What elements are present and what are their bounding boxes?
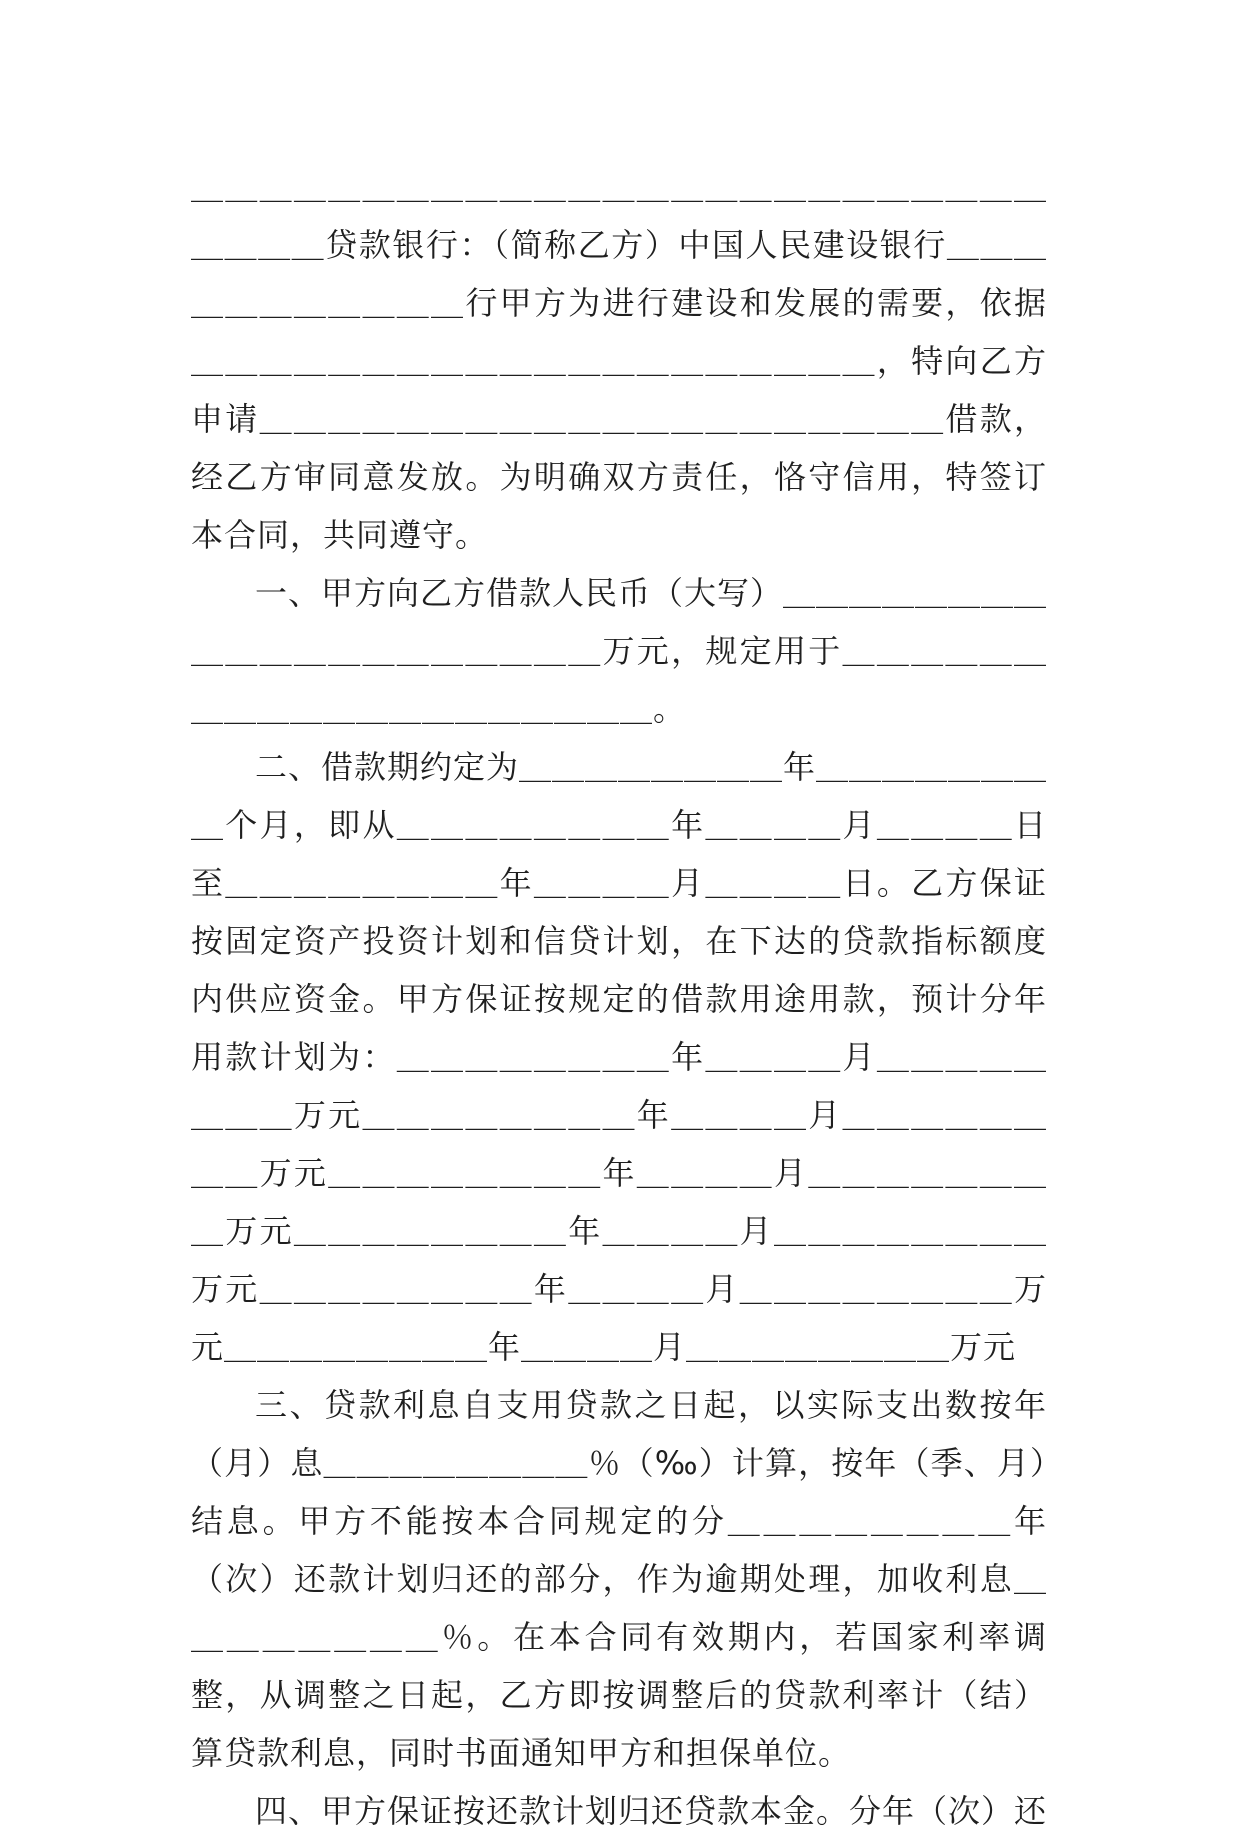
paragraph-clause-3: 三、贷款利息自支用贷款之日起，以实际支出数按年（月）息＿＿＿＿＿＿＿＿％（‰）计算，按年（季、月）结息。甲方不能按本合同规定的分＿＿＿＿＿＿＿＿年（次）还款计划归还的部分，作为逾期处理，加收利息＿＿＿＿＿＿＿＿％。在本合同有效期内，若国家利率调整，从调整之日起，乙方即按调整后的贷款利率计（结）算贷款利息，同时书面通知甲方和担保单位。: [191, 1386, 1047, 1772]
paragraph-preamble: ＿＿＿＿＿＿＿＿＿＿＿＿＿＿＿＿＿＿＿＿＿＿＿＿＿＿＿＿＿贷款银行：（简称乙方）中国人民建设银行＿＿＿＿＿＿＿＿＿＿＿行甲方为进行建设和发展的需要，依据＿＿＿＿＿＿＿＿＿＿＿＿＿＿＿＿＿＿＿＿，特向乙方申请＿＿＿＿＿＿＿＿＿＿＿＿＿＿＿＿＿＿＿＿借款，经乙方审同意发放。为明确双方责任，恪守信用，特签订本合同，共同遵守。: [191, 168, 1047, 554]
paragraph-clause-1: 一、甲方向乙方借款人民币（大写）＿＿＿＿＿＿＿＿＿＿＿＿＿＿＿＿＿＿＿＿万元，规定用于＿＿＿＿＿＿＿＿＿＿＿＿＿＿＿＿＿＿＿＿。: [191, 574, 1048, 728]
paragraph-clause-4: 四、甲方保证按还款计划归还贷款本金。分年（次）还: [255, 1792, 1048, 1830]
paragraph-clause-2: 二、借款期约定为＿＿＿＿＿＿＿＿年＿＿＿＿＿＿＿＿个月，即从＿＿＿＿＿＿＿＿年＿＿＿＿月＿＿＿＿日至＿＿＿＿＿＿＿＿年＿＿＿＿月＿＿＿＿日。乙方保证按固定资产投资计划和信贷计划，在下达的贷款指标额度内供应资金。甲方保证按规定的借款用途用款，预计分年用款计划为：＿＿＿＿＿＿＿＿年＿＿＿＿月＿＿＿＿＿＿＿＿万元＿＿＿＿＿＿＿＿年＿＿＿＿月＿＿＿＿＿＿＿＿万元＿＿＿＿＿＿＿＿年＿＿＿＿月＿＿＿＿＿＿＿＿万元＿＿＿＿＿＿＿＿年＿＿＿＿月＿＿＿＿＿＿＿＿万元＿＿＿＿＿＿＿＿年＿＿＿＿月＿＿＿＿＿＿＿＿万元＿＿＿＿＿＿＿＿年＿＿＿＿月＿＿＿＿＿＿＿＿万元: [191, 748, 1048, 1366]
document-body: [191, 158, 1047, 1840]
